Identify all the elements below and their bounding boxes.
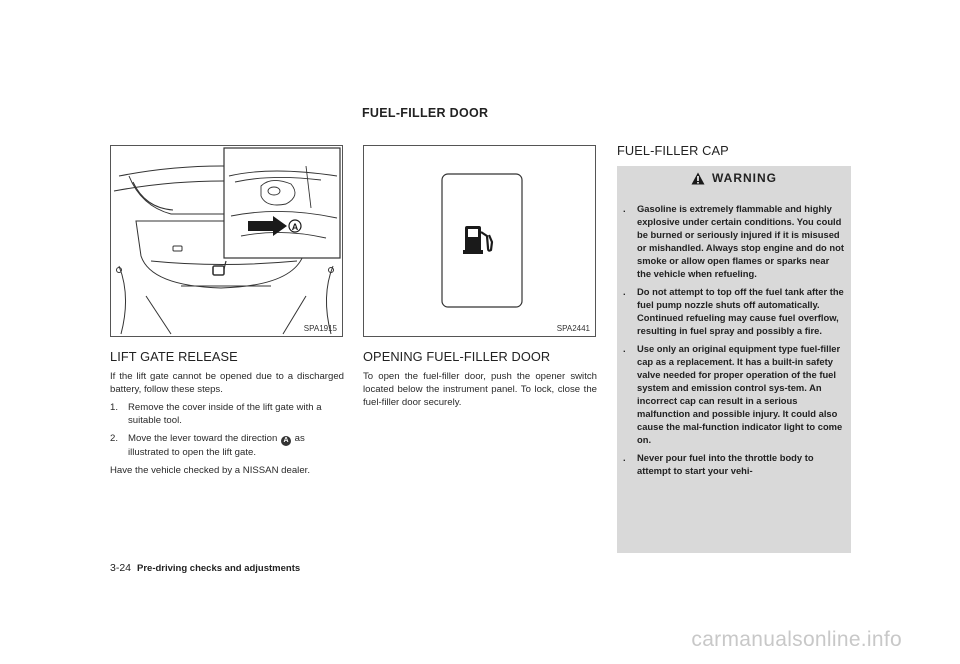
warning-triangle-icon xyxy=(691,172,705,185)
section-title: FUEL-FILLER DOOR xyxy=(362,106,489,120)
callout-marker: A xyxy=(291,222,299,232)
bullet: . xyxy=(623,203,626,214)
warning-text: Gasoline is extremely flammable and highly explosive under certain conditions. You could be burned or seriously injured if it is misused or mishandled. Always stop engine and do not smoke or allow open flames or sparks near the vehicle when refueling. xyxy=(637,203,844,279)
step-number: 1. xyxy=(110,402,119,413)
warning-text: Do not attempt to top off the fuel tank after the fuel pump nozzle shuts off automatically. Continued refueling may cause fuel overflow, resulting in fuel spray and possibly a fire. xyxy=(637,286,844,336)
warning-item xyxy=(623,342,845,446)
warning-item xyxy=(623,451,845,477)
fuel-cap-heading: FUEL-FILLER CAP xyxy=(617,143,729,158)
fuel-door-section xyxy=(363,349,597,414)
fuel-door-illustration xyxy=(363,145,596,337)
warning-item xyxy=(623,202,845,280)
bullet: . xyxy=(623,452,626,463)
warning-item xyxy=(623,285,845,337)
warning-list xyxy=(623,202,845,482)
lift-gate-drawing xyxy=(111,146,342,336)
fuel-door-drawing xyxy=(364,146,595,336)
warning-header xyxy=(617,172,851,185)
page-number: 3-24 xyxy=(110,562,132,574)
step-1 xyxy=(110,401,344,427)
warning-box xyxy=(617,166,851,553)
warning-title: WARNING xyxy=(712,171,777,185)
watermark: carmanualsonline.info xyxy=(691,628,902,651)
lift-gate-illustration xyxy=(110,145,343,337)
chapter-label: Pre-driving checks and adjustments xyxy=(137,563,301,574)
lift-gate-heading: LIFT GATE RELEASE xyxy=(110,349,238,364)
lift-gate-closing: Have the vehicle checked by a NISSAN dealer. xyxy=(110,465,310,476)
step-text-after: as illustrated to open the lift gate. xyxy=(128,433,305,458)
lift-gate-intro: If the lift gate cannot be opened due to a discharged battery, follow these steps. xyxy=(110,371,344,395)
warning-text: Never pour fuel into the throttle body to attempt to start your vehi- xyxy=(637,452,814,476)
step-text: Remove the cover inside of the lift gate with a suitable tool. xyxy=(128,402,322,426)
page-footer xyxy=(110,562,300,574)
step-text-before: Move the lever toward the direction xyxy=(128,433,278,444)
step-2 xyxy=(110,432,344,459)
step-text xyxy=(128,432,344,459)
warning-text: Use only an original equipment type fuel-filler cap as a replacement. It has a built-in safety valve needed for proper operation of the fuel system and emission control sys-tem. An incorrect cap can result in a serious malfunction and possible injury. It could also cause the mal-function indicator light to come on. xyxy=(637,343,843,445)
fuel-door-heading: OPENING FUEL-FILLER DOOR xyxy=(363,349,551,364)
bullet: . xyxy=(623,343,626,354)
fuel-door-body: To open the fuel-filler door, push the opener switch located below the instrument panel. To lock, close the fuel-filler door securely. xyxy=(363,371,597,408)
lift-gate-section xyxy=(110,349,344,482)
bullet: . xyxy=(623,286,626,297)
direction-marker: A xyxy=(281,436,291,446)
figure-code: SPA1915 xyxy=(303,324,337,333)
figure-code: SPA2441 xyxy=(556,324,590,333)
step-number: 2. xyxy=(110,433,119,444)
fuel-cap-section xyxy=(617,143,851,553)
